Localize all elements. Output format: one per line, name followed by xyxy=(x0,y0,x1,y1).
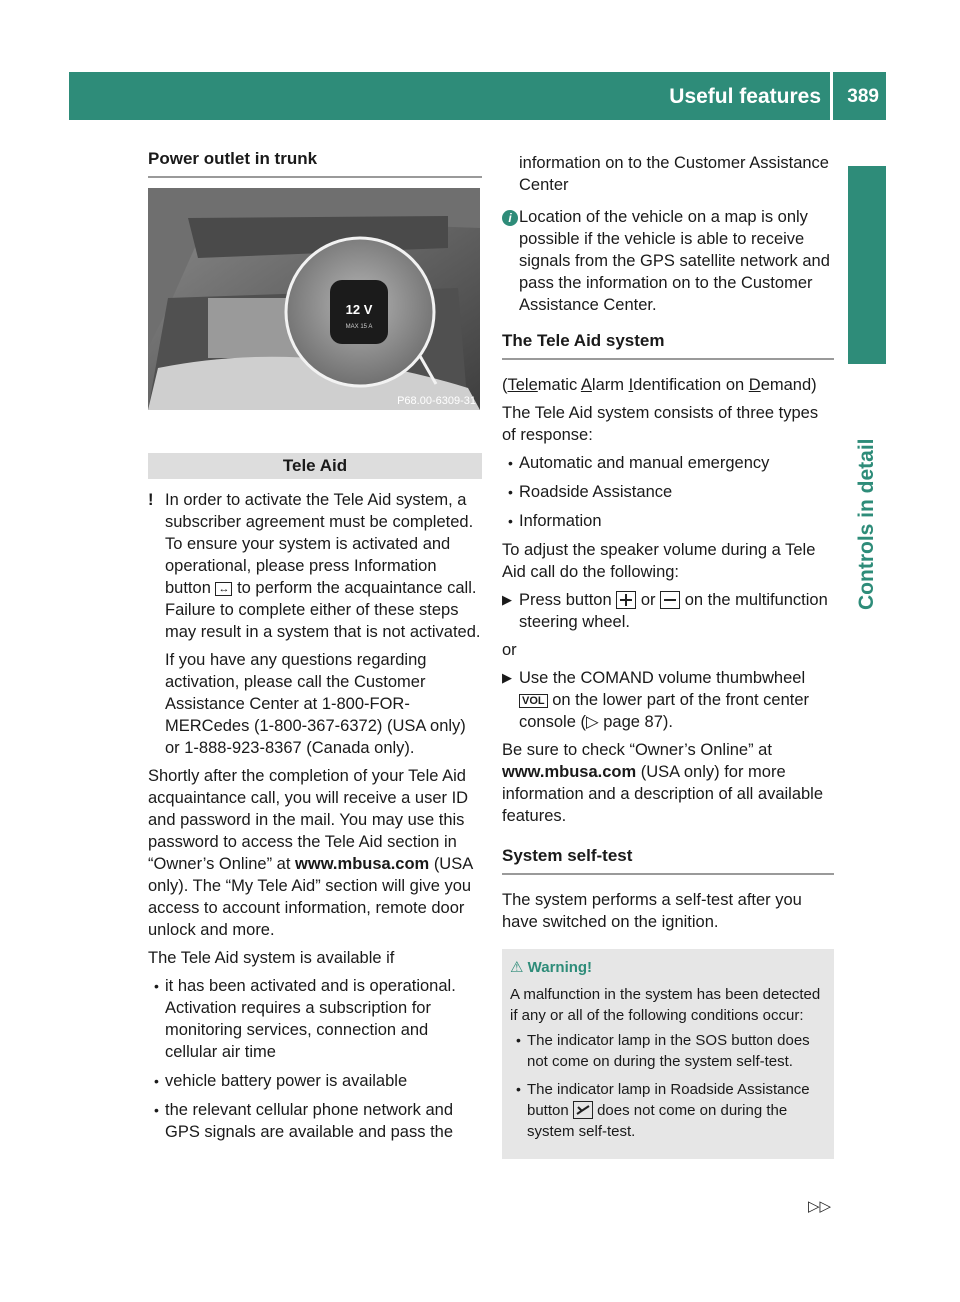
step-arrow-icon: ▶ xyxy=(502,592,512,607)
photo-code: P68.00-6309-31 xyxy=(397,395,476,407)
info-icon: i xyxy=(502,206,518,228)
header-title: Useful features xyxy=(669,85,821,108)
header-bar xyxy=(69,72,886,120)
continue-arrows: ▷▷ xyxy=(808,1198,832,1215)
tele-aid-banner: Tele Aid xyxy=(148,453,482,479)
list-item: • vehicle battery power is available xyxy=(154,1072,408,1090)
warning-box xyxy=(502,949,834,1159)
right-column xyxy=(502,152,834,1159)
section-title-tele-aid: The Tele Aid system xyxy=(502,330,834,360)
step-press-button: ▶ Press button or on the multifunction steering wheel. xyxy=(502,591,828,631)
warning-text: A malfunction in the system has been detected if any or all of the following conditions occur: xyxy=(510,986,821,1024)
list-item: • Automatic and manual emergency xyxy=(508,454,770,472)
owners-online-paragraph: Be sure to check “Owner’s Online” at www.mbusa.com (USA only) for more information and a description of all available features. xyxy=(502,741,824,825)
notice-paragraph: ! In order to activate the Tele Aid system, a subscriber agreement must be completed. To ensure your system is activated and operational, please press Information button ↔ to perform the acquaintance call. Failure to complete either of these steps may result in a system that is not activated. xyxy=(148,491,481,641)
side-chapter-title: Controls in detail xyxy=(855,438,878,610)
list-item: • Information xyxy=(508,512,602,530)
list-item: • Roadside Assistance xyxy=(508,483,673,501)
notice-icon: ! xyxy=(148,491,154,509)
or-text: or xyxy=(502,641,517,659)
plus-button-icon xyxy=(616,591,636,609)
page-number: 389 xyxy=(847,86,879,107)
adjust-intro: To adjust the speaker volume during a Tele Aid call do the following: xyxy=(502,541,816,581)
mbusa-link[interactable]: www.mbusa.com xyxy=(502,763,637,781)
volume-key-icon: VOL xyxy=(519,694,548,708)
left-column xyxy=(148,148,482,1150)
self-test-paragraph: The system performs a self-test after you have switched on the ignition. xyxy=(502,891,802,931)
outlet-sublabel: MAX 15 A xyxy=(345,324,373,330)
trunk-photo-illustration xyxy=(148,188,480,410)
header-divider xyxy=(830,72,833,120)
section-title-self-test: System self-test xyxy=(502,845,834,875)
list-item: • the relevant cellular phone network and GPS signals are available and pass the xyxy=(154,1101,454,1141)
section-title-power-outlet: Power outlet in trunk xyxy=(148,148,482,178)
page-reference-link[interactable]: page 87). xyxy=(603,713,673,731)
list-item: • The indicator lamp in Roadside Assistance button does not come on during the system self-test. xyxy=(516,1081,810,1140)
mbusa-link[interactable]: www.mbusa.com xyxy=(295,855,430,873)
acquaintance-paragraph: Shortly after the completion of your Tele Aid acquaintance call, you will receive a user ID and password in the mail. You may use this password to access the Tele Aid section in “Owner’s Online” at www.mbusa.com (USA only). The “My Tele Aid” section will give you access to account information, remote door unlock and more. xyxy=(148,767,473,939)
information-button-icon: ↔ xyxy=(215,582,232,596)
minus-button-icon xyxy=(660,591,680,609)
warning-triangle-icon: ⚠ xyxy=(510,959,524,976)
side-tab xyxy=(848,166,886,364)
acronym-line: (Telematic Alarm Identification on Demand) xyxy=(502,376,817,394)
outlet-label: 12 V xyxy=(345,302,373,317)
list-item: • it has been activated and is operational. Activation requires a subscription for monitoring services, connection and cellular air time xyxy=(154,977,456,1061)
info-note: i Location of the vehicle on a map is only possible if the vehicle is able to receive signals from the GPS satellite network and pass the information on to the Customer Assistance Center. xyxy=(502,206,834,316)
warning-header: ⚠ Warning! xyxy=(510,959,593,976)
types-intro: The Tele Aid system consists of three types of response: xyxy=(502,404,819,444)
page-ref-icon: ▷ xyxy=(585,713,599,731)
availability-paragraph: The Tele Aid system is available if xyxy=(148,949,395,967)
trunk-outlet-photo xyxy=(148,188,480,410)
notice-contact-paragraph: If you have any questions regarding activation, please call the Customer Assistance Center at 1-800-FOR-MERCedes (1-800-367-6372) (USA only) or 1-888-923-8367 (Canada only). xyxy=(165,651,466,757)
step-thumbwheel: ▶ Use the COMAND volume thumbwheel VOL on the lower part of the front center console (▷ page 87). xyxy=(502,669,810,731)
roadside-assistance-icon xyxy=(573,1101,593,1119)
list-item: • The indicator lamp in the SOS button does not come on during the system self-test. xyxy=(516,1032,810,1070)
continued-text: information on to the Customer Assistance Center xyxy=(519,154,829,194)
step-arrow-icon: ▶ xyxy=(502,670,512,685)
